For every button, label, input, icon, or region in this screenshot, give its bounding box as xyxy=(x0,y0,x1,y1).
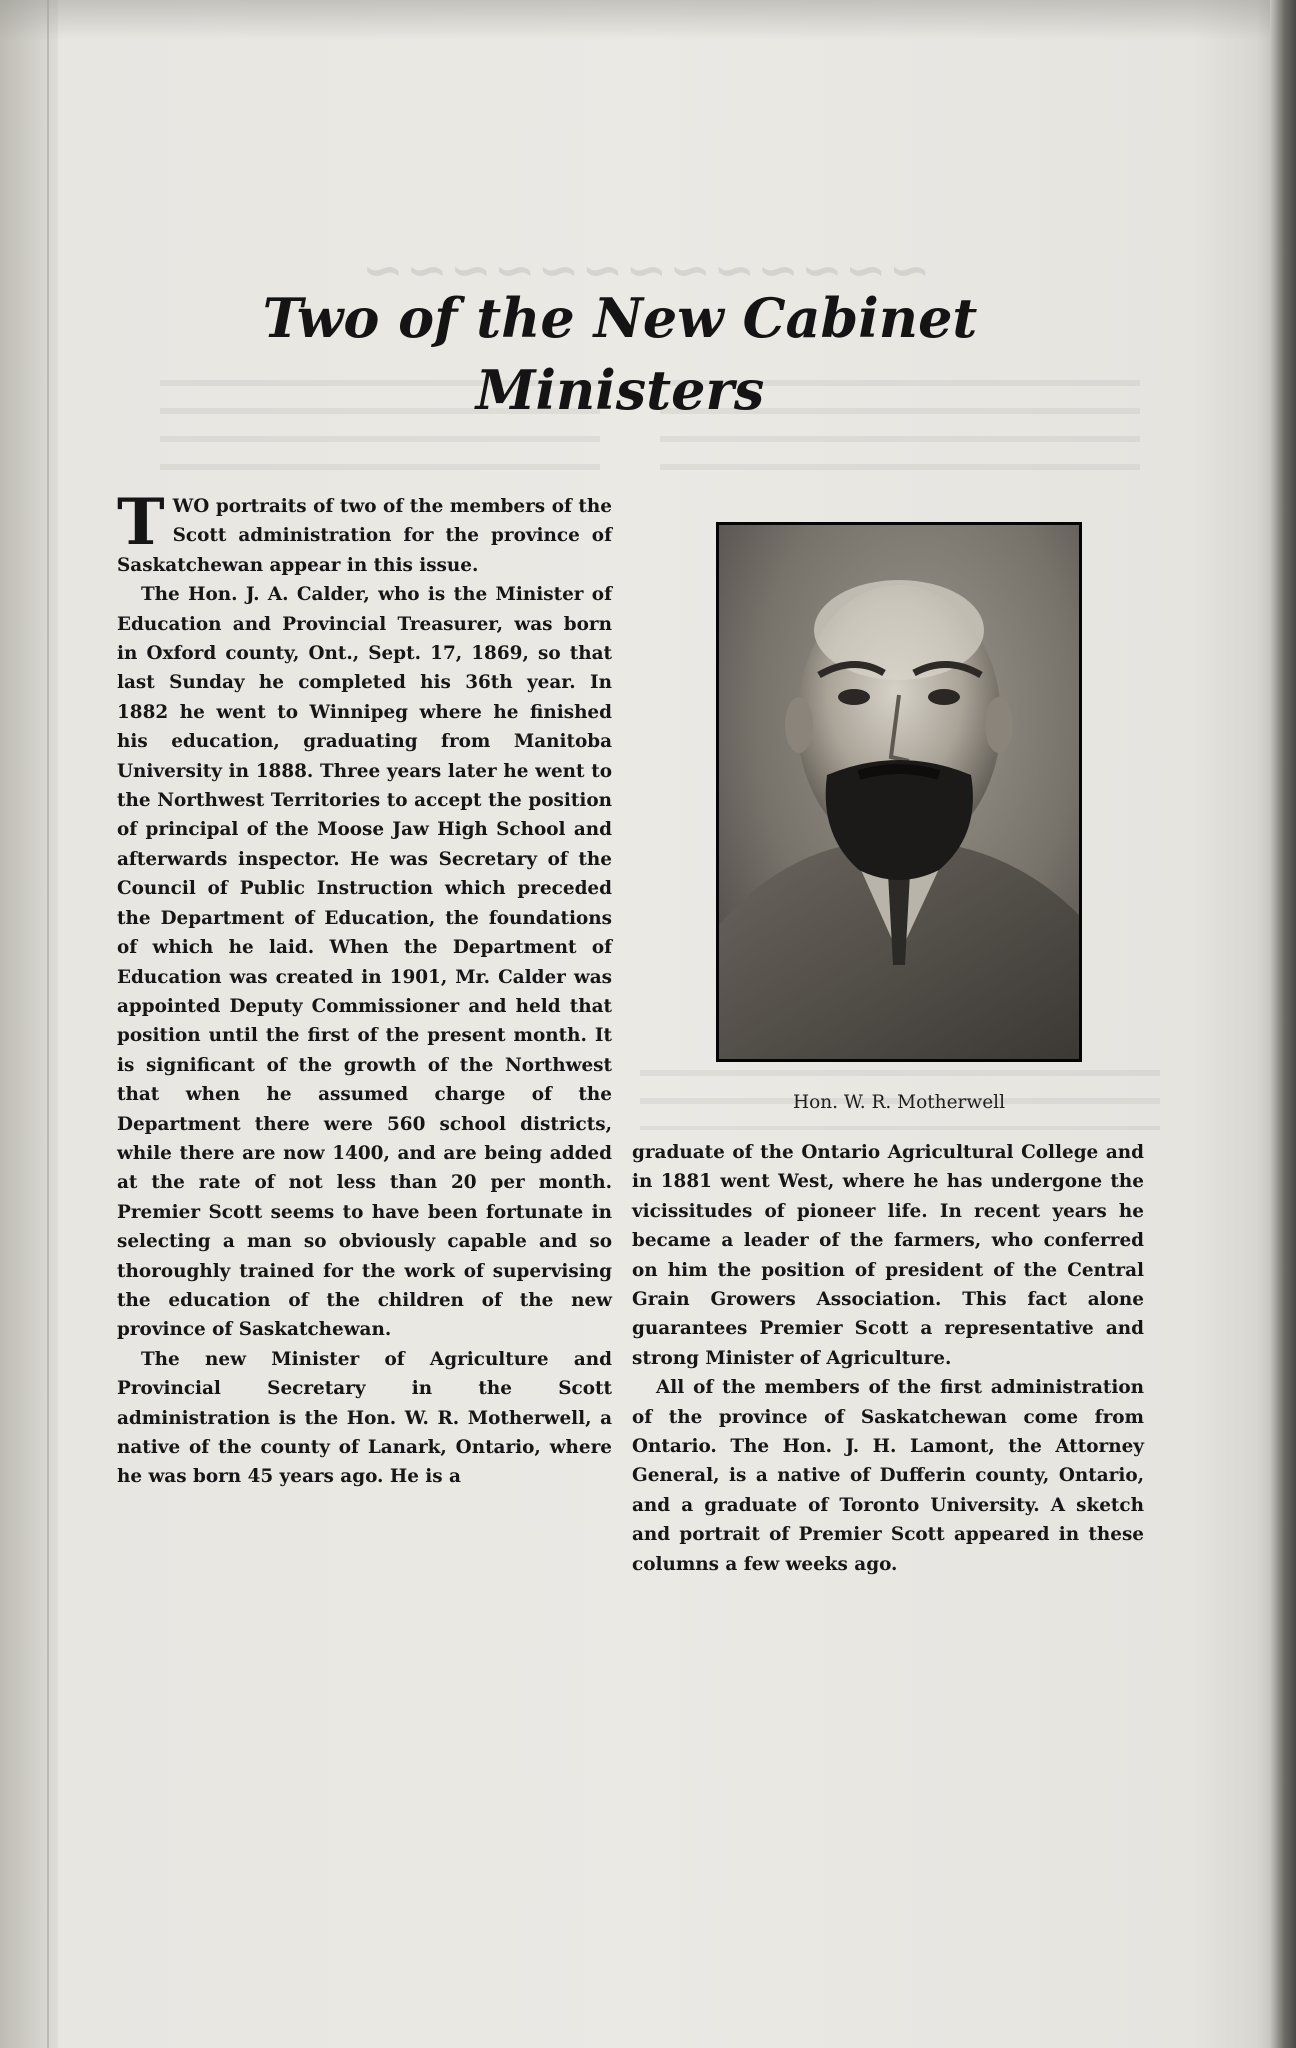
left-column xyxy=(117,485,612,1492)
top-edge-shadow xyxy=(0,0,1296,40)
calder-paragraph: The Hon. J. A. Calder, who is the Minister of Education and Provincial Treasurer, was born in Oxford county, Ont., Sept. 17, 1869, so that last Sunday he completed his 36th year. In 1882 he went to Winnipeg where he finished his education, graduating from Manitoba University in 1888. Three years later he went to the Northwest Territories to accept the position of principal of the Moose Jaw High School and afterwards inspector. He was Secretary of the Council of Public Instruction which preceded the Department of Education, the foundations of which he laid. When the Department of Education was created in 1901, Mr. Calder was appointed Deputy Commissioner and held that position until the first of the present month. It is significant of the growth of the Northwest that when he assumed charge of the Department there were 560 school districts, while there are now 1400, and are being added at the rate of not less than 20 per month. Premier Scott seems to have been fortunate in selecting a man so obviously capable and so thoroughly trained for the work of supervising the education of the children of the new province of Saskatchewan. xyxy=(117,584,612,1341)
intro-paragraph xyxy=(117,485,612,580)
right-edge-shadow xyxy=(1270,0,1296,2048)
article-title-line-1: Two of the New Cabinet xyxy=(262,286,978,350)
administration-paragraph: All of the members of the first administration of the province of Saskatchewan come from Ontario. The Hon. J. H. Lamont, the Attorney General, is a native of Dufferin county, Ontario, and a graduate of Toronto University. A sketch and portrait of Premier Scott appeared in these columns a few weeks ago. xyxy=(632,1377,1144,1575)
article-title-line-2: Ministers xyxy=(475,358,765,422)
right-column xyxy=(632,1138,1144,1579)
portrait-image xyxy=(719,525,1079,1059)
portrait-photo xyxy=(716,522,1082,1062)
article-title xyxy=(150,282,1090,426)
page-fold-shadow xyxy=(0,0,58,2048)
motherwell-paragraph: The new Minister of Agriculture and Provincial Secretary in the Scott administration is the Hon. W. R. Motherwell, a native of the county of Lanark, Ontario, where he was born 45 years ago. He is a xyxy=(117,1348,612,1488)
motherwell-continued-paragraph: graduate of the Ontario Agricultural College and in 1881 went West, where he has undergone the vicissitudes of pioneer life. In recent years he became a leader of the farmers, who conferred on him the position of president of the Central Grain Growers Association. This fact alone guarantees Premier Scott a representative and strong Minister of Agriculture. xyxy=(632,1142,1144,1369)
photo-caption: Hon. W. R. Motherwell xyxy=(792,1092,1006,1113)
page-fold-line xyxy=(47,0,49,2048)
intro-text: WO portraits of two of the members of the Scott administration for the province of Saskatchewan appear in this issue. xyxy=(117,496,612,576)
drop-cap: T xyxy=(117,485,165,560)
show-through-title: ~~~~~~~~~~~~~ xyxy=(360,240,931,299)
